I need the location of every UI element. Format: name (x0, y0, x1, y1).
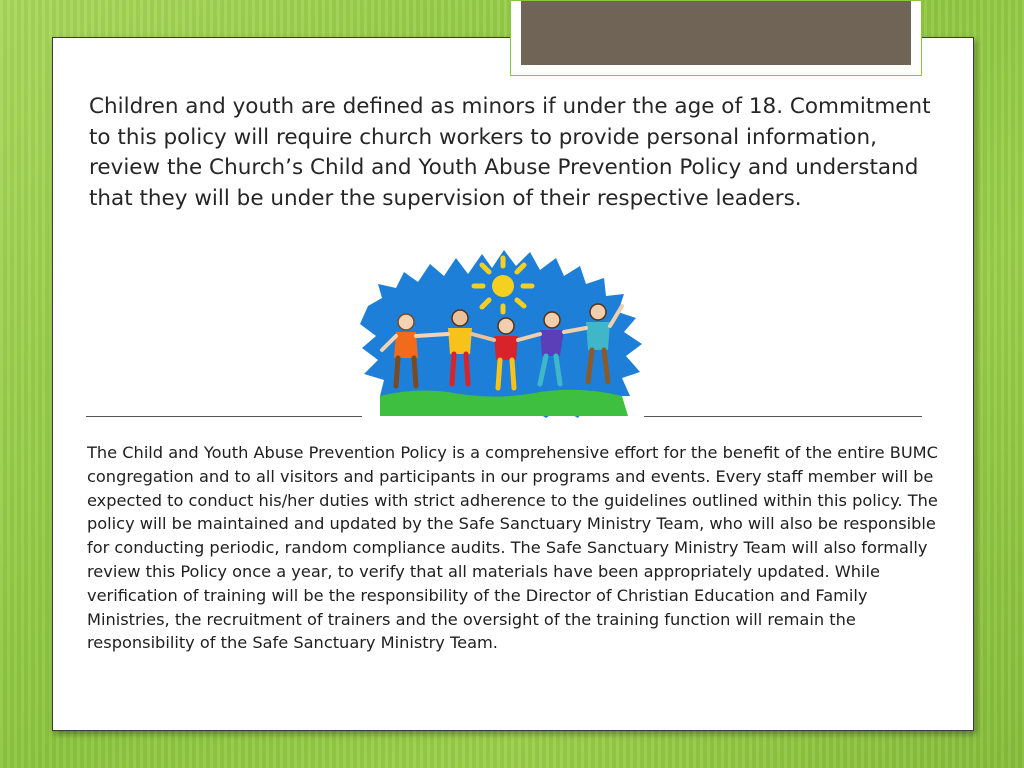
title-placeholder-tab (510, 0, 922, 76)
intro-paragraph: Children and youth are defined as minors if under the age of 18. Commitment to this policy will require church workers to provide personal information, review the Church’s Child and Youth Abuse Prevention Policy and understand that they will be under the supervision of their respective leaders. (89, 94, 931, 211)
sun-icon (474, 258, 532, 312)
divider-right (644, 416, 922, 417)
divider-left (86, 416, 362, 417)
policy-body-paragraph: The Child and Youth Abuse Prevention Policy is a comprehensive effort for the benefit of the entire BUMC congregation and to all visitors and participants in our programs and events. Every staff member will be expected to conduct his/her duties with strict adherence to the guidelines outlined within this policy. The policy will be maintained and updated by the Safe Sanctuary Ministry Team, who will also be responsible for conducting periodic, random compliance audits. The Safe Sanctuary Ministry Team will also formally review this Policy once a year, to verify that all materials have been appropriately updated. While verification of training will be the responsibility of the Director of Christian Education and Family Ministries, the recruitment of trainers and the oversight of the training function will remain the responsibility of the Safe Sanctuary Ministry Team. (87, 443, 938, 653)
title-placeholder-bar (521, 1, 911, 65)
children-holding-hands-icon (360, 246, 646, 418)
